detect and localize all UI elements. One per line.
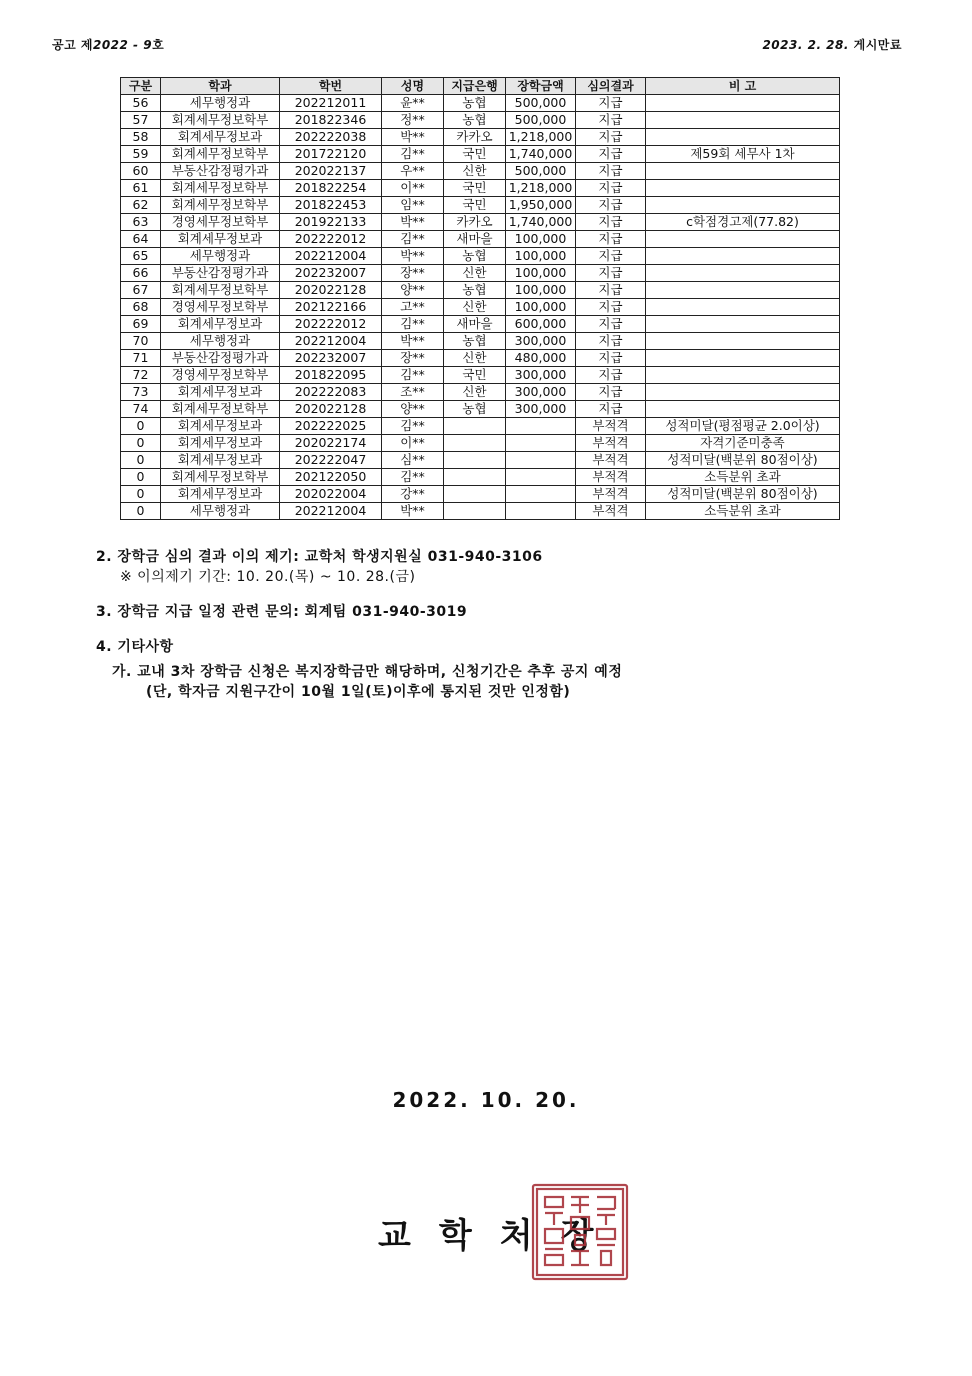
department-cell: 회계세무정보과 <box>161 435 280 452</box>
scholarship-amount-cell <box>506 418 576 435</box>
remarks-cell: c학점경고제(77.82) <box>646 214 840 231</box>
student-name-cell: 박** <box>382 129 444 146</box>
bank-cell <box>444 503 506 520</box>
department-cell: 회계세무정보과 <box>161 316 280 333</box>
row-number-cell: 73 <box>121 384 161 401</box>
table-row <box>121 197 840 214</box>
row-number-cell: 0 <box>121 503 161 520</box>
remarks-cell <box>646 350 840 367</box>
row-number-cell: 58 <box>121 129 161 146</box>
bank-cell: 농협 <box>444 401 506 418</box>
department-cell: 회계세무정보학부 <box>161 469 280 486</box>
bank-cell: 농협 <box>444 282 506 299</box>
scholarship-amount-cell: 100,000 <box>506 248 576 265</box>
column-header: 심의결과 <box>576 78 646 95</box>
table-row <box>121 299 840 316</box>
review-result-cell: 지급 <box>576 384 646 401</box>
student-name-cell: 심** <box>382 452 444 469</box>
row-number-cell: 69 <box>121 316 161 333</box>
student-name-cell: 박** <box>382 248 444 265</box>
bank-cell: 국민 <box>444 146 506 163</box>
student-id-cell: 201822095 <box>280 367 382 384</box>
table-row <box>121 418 840 435</box>
review-result-cell: 지급 <box>576 299 646 316</box>
review-result-cell: 지급 <box>576 282 646 299</box>
remarks-cell <box>646 384 840 401</box>
signer-char: 학 <box>438 1216 472 1256</box>
row-number-cell: 70 <box>121 333 161 350</box>
row-number-cell: 57 <box>121 112 161 129</box>
student-id-cell: 202122050 <box>280 469 382 486</box>
table-header-row <box>121 78 840 95</box>
table-row <box>121 214 840 231</box>
row-number-cell: 72 <box>121 367 161 384</box>
student-name-cell: 윤** <box>382 95 444 112</box>
review-result-cell: 지급 <box>576 367 646 384</box>
student-name-cell: 임** <box>382 197 444 214</box>
department-cell: 회계세무정보과 <box>161 418 280 435</box>
scholarship-amount-cell: 1,740,000 <box>506 214 576 231</box>
department-cell: 세무행정과 <box>161 503 280 520</box>
student-id-cell: 202232007 <box>280 350 382 367</box>
signer-char: 처 <box>499 1216 533 1256</box>
remarks-cell <box>646 197 840 214</box>
review-result-cell: 지급 <box>576 231 646 248</box>
student-id-cell: 202122166 <box>280 299 382 316</box>
bank-cell <box>444 435 506 452</box>
scholarship-amount-cell: 1,950,000 <box>506 197 576 214</box>
bank-cell <box>444 469 506 486</box>
bank-cell: 신한 <box>444 299 506 316</box>
remarks-cell <box>646 112 840 129</box>
table-row <box>121 452 840 469</box>
bank-cell: 국민 <box>444 180 506 197</box>
review-result-cell: 부적격 <box>576 418 646 435</box>
bank-cell: 농협 <box>444 248 506 265</box>
student-id-cell: 202022128 <box>280 282 382 299</box>
remarks-cell <box>646 333 840 350</box>
scholarship-amount-cell: 600,000 <box>506 316 576 333</box>
table-row <box>121 248 840 265</box>
section-4-item-a: 가. 교내 3차 장학금 신청은 복지장학금만 해당하며, 신청기간은 추후 공지 예정 <box>112 664 623 680</box>
student-name-cell: 김** <box>382 418 444 435</box>
row-number-cell: 0 <box>121 486 161 503</box>
table-row <box>121 401 840 418</box>
bank-cell: 신한 <box>444 350 506 367</box>
scholarship-amount-cell: 300,000 <box>506 401 576 418</box>
review-result-cell: 부적격 <box>576 503 646 520</box>
student-id-cell: 202022137 <box>280 163 382 180</box>
row-number-cell: 59 <box>121 146 161 163</box>
scholarship-amount-cell: 100,000 <box>506 265 576 282</box>
review-result-cell: 부적격 <box>576 435 646 452</box>
remarks-cell <box>646 367 840 384</box>
department-cell: 세무행정과 <box>161 248 280 265</box>
bank-cell <box>444 452 506 469</box>
scholarship-amount-cell: 1,218,000 <box>506 129 576 146</box>
student-id-cell: 202212011 <box>280 95 382 112</box>
department-cell: 회계세무정보학부 <box>161 282 280 299</box>
department-cell: 세무행정과 <box>161 333 280 350</box>
row-number-cell: 63 <box>121 214 161 231</box>
bank-cell: 새마을 <box>444 316 506 333</box>
review-result-cell: 지급 <box>576 197 646 214</box>
scholarship-amount-cell <box>506 486 576 503</box>
scholarship-amount-cell <box>506 469 576 486</box>
review-result-cell: 지급 <box>576 316 646 333</box>
review-result-cell: 지급 <box>576 146 646 163</box>
bank-cell <box>444 486 506 503</box>
scholarship-amount-cell: 100,000 <box>506 231 576 248</box>
department-cell: 부동산감정평가과 <box>161 163 280 180</box>
student-id-cell: 202022004 <box>280 486 382 503</box>
table-row <box>121 384 840 401</box>
table-row <box>121 486 840 503</box>
row-number-cell: 0 <box>121 435 161 452</box>
column-header: 비 고 <box>646 78 840 95</box>
scholarship-amount-cell: 300,000 <box>506 384 576 401</box>
review-result-cell: 지급 <box>576 95 646 112</box>
remarks-cell <box>646 316 840 333</box>
table-row <box>121 129 840 146</box>
department-cell: 회계세무정보과 <box>161 231 280 248</box>
table-row <box>121 503 840 520</box>
scholarship-amount-cell: 500,000 <box>506 95 576 112</box>
student-name-cell: 박** <box>382 333 444 350</box>
row-number-cell: 0 <box>121 418 161 435</box>
scholarship-amount-cell: 500,000 <box>506 163 576 180</box>
student-id-cell: 202022128 <box>280 401 382 418</box>
student-id-cell: 202212004 <box>280 248 382 265</box>
review-result-cell: 지급 <box>576 112 646 129</box>
student-name-cell: 우** <box>382 163 444 180</box>
section-4-item-a-note: (단, 학자금 지원구간이 10월 1일(토)이후에 통지된 것만 인정함) <box>146 684 571 700</box>
student-id-cell: 202212004 <box>280 503 382 520</box>
column-header: 학과 <box>161 78 280 95</box>
student-id-cell: 201822346 <box>280 112 382 129</box>
section-3-title: 3. 장학금 지급 일정 관련 문의: 회계팀 031-940-3019 <box>96 604 468 620</box>
remarks-cell: 소득분위 초과 <box>646 469 840 486</box>
student-id-cell: 201922133 <box>280 214 382 231</box>
bank-cell: 카카오 <box>444 214 506 231</box>
student-id-cell: 202222012 <box>280 316 382 333</box>
student-name-cell: 장** <box>382 350 444 367</box>
scholarship-result-table <box>120 77 840 520</box>
department-cell: 경영세무정보학부 <box>161 299 280 316</box>
student-id-cell: 202212004 <box>280 333 382 350</box>
student-id-cell: 202222047 <box>280 452 382 469</box>
post-end-date: 2023. 2. 28. 게시만료 <box>762 38 902 52</box>
row-number-cell: 68 <box>121 299 161 316</box>
review-result-cell: 지급 <box>576 163 646 180</box>
table-row <box>121 333 840 350</box>
student-id-cell: 202222025 <box>280 418 382 435</box>
review-result-cell: 지급 <box>576 401 646 418</box>
department-cell: 세무행정과 <box>161 95 280 112</box>
scholarship-amount-cell: 300,000 <box>506 367 576 384</box>
table-row <box>121 367 840 384</box>
column-header: 지급은행 <box>444 78 506 95</box>
remarks-cell: 성적미달(평점평균 2.0이상) <box>646 418 840 435</box>
notice-number: 공고 제2022 - 9호 <box>52 38 165 52</box>
department-cell: 회계세무정보학부 <box>161 401 280 418</box>
bank-cell: 신한 <box>444 265 506 282</box>
department-cell: 회계세무정보과 <box>161 452 280 469</box>
department-cell: 회계세무정보과 <box>161 384 280 401</box>
row-number-cell: 61 <box>121 180 161 197</box>
bank-cell: 국민 <box>444 367 506 384</box>
bank-cell: 카카오 <box>444 129 506 146</box>
remarks-cell <box>646 129 840 146</box>
table-row <box>121 112 840 129</box>
row-number-cell: 56 <box>121 95 161 112</box>
remarks-cell: 소득분위 초과 <box>646 503 840 520</box>
student-name-cell: 김** <box>382 231 444 248</box>
signer-char: 교 <box>378 1216 411 1256</box>
remarks-cell: 제59회 세무사 1차 <box>646 146 840 163</box>
official-seal-icon <box>531 1183 629 1281</box>
bank-cell: 농협 <box>444 95 506 112</box>
review-result-cell: 부적격 <box>576 469 646 486</box>
remarks-cell <box>646 299 840 316</box>
scholarship-amount-cell <box>506 452 576 469</box>
remarks-cell <box>646 95 840 112</box>
review-result-cell: 부적격 <box>576 486 646 503</box>
table-row <box>121 95 840 112</box>
bank-cell: 신한 <box>444 384 506 401</box>
student-id-cell: 201822254 <box>280 180 382 197</box>
student-id-cell: 202222012 <box>280 231 382 248</box>
scholarship-amount-cell <box>506 503 576 520</box>
review-result-cell: 지급 <box>576 248 646 265</box>
department-cell: 회계세무정보학부 <box>161 146 280 163</box>
department-cell: 회계세무정보과 <box>161 129 280 146</box>
table-row <box>121 163 840 180</box>
row-number-cell: 60 <box>121 163 161 180</box>
department-cell: 경영세무정보학부 <box>161 214 280 231</box>
department-cell: 경영세무정보학부 <box>161 367 280 384</box>
row-number-cell: 66 <box>121 265 161 282</box>
remarks-cell: 자격기준미충족 <box>646 435 840 452</box>
student-name-cell: 조** <box>382 384 444 401</box>
remarks-cell <box>646 163 840 180</box>
table-row <box>121 265 840 282</box>
department-cell: 부동산감정평가과 <box>161 265 280 282</box>
table-body <box>121 95 840 520</box>
review-result-cell: 지급 <box>576 214 646 231</box>
remarks-cell <box>646 265 840 282</box>
issue-date: 2022. 10. 20. <box>392 1088 580 1112</box>
department-cell: 회계세무정보학부 <box>161 112 280 129</box>
table-row <box>121 180 840 197</box>
bank-cell: 농협 <box>444 333 506 350</box>
review-result-cell: 지급 <box>576 265 646 282</box>
column-header: 학번 <box>280 78 382 95</box>
student-name-cell: 양** <box>382 282 444 299</box>
student-name-cell: 이** <box>382 180 444 197</box>
column-header: 구분 <box>121 78 161 95</box>
signer-char: 장 <box>560 1216 594 1256</box>
scholarship-amount-cell: 100,000 <box>506 282 576 299</box>
bank-cell: 새마을 <box>444 231 506 248</box>
department-cell: 회계세무정보과 <box>161 486 280 503</box>
student-name-cell: 김** <box>382 469 444 486</box>
bank-cell: 농협 <box>444 112 506 129</box>
table-row <box>121 282 840 299</box>
department-cell: 부동산감정평가과 <box>161 350 280 367</box>
column-header: 장학금액 <box>506 78 576 95</box>
remarks-cell: 성적미달(백분위 80점이상) <box>646 486 840 503</box>
row-number-cell: 0 <box>121 452 161 469</box>
bank-cell <box>444 418 506 435</box>
student-id-cell: 202022174 <box>280 435 382 452</box>
section-4-title: 4. 기타사항 <box>96 639 174 655</box>
row-number-cell: 64 <box>121 231 161 248</box>
remarks-cell <box>646 231 840 248</box>
department-cell: 회계세무정보학부 <box>161 197 280 214</box>
student-id-cell: 201722120 <box>280 146 382 163</box>
remarks-cell <box>646 282 840 299</box>
scholarship-amount-cell <box>506 435 576 452</box>
row-number-cell: 71 <box>121 350 161 367</box>
table-row <box>121 435 840 452</box>
row-number-cell: 74 <box>121 401 161 418</box>
student-name-cell: 김** <box>382 367 444 384</box>
remarks-cell <box>646 248 840 265</box>
student-name-cell: 고** <box>382 299 444 316</box>
scholarship-amount-cell: 300,000 <box>506 333 576 350</box>
remarks-cell <box>646 401 840 418</box>
student-id-cell: 202222038 <box>280 129 382 146</box>
table-row <box>121 146 840 163</box>
student-name-cell: 양** <box>382 401 444 418</box>
row-number-cell: 67 <box>121 282 161 299</box>
scholarship-amount-cell: 1,218,000 <box>506 180 576 197</box>
remarks-cell <box>646 180 840 197</box>
row-number-cell: 65 <box>121 248 161 265</box>
table-row <box>121 469 840 486</box>
table-row <box>121 316 840 333</box>
student-id-cell: 201822453 <box>280 197 382 214</box>
student-id-cell: 202232007 <box>280 265 382 282</box>
review-result-cell: 부적격 <box>576 452 646 469</box>
student-name-cell: 김** <box>382 316 444 333</box>
row-number-cell: 62 <box>121 197 161 214</box>
remarks-cell: 성적미달(백분위 80점이상) <box>646 452 840 469</box>
review-result-cell: 지급 <box>576 350 646 367</box>
student-name-cell: 정** <box>382 112 444 129</box>
student-name-cell: 이** <box>382 435 444 452</box>
student-name-cell: 박** <box>382 214 444 231</box>
bank-cell: 국민 <box>444 197 506 214</box>
column-header: 성명 <box>382 78 444 95</box>
bank-cell: 신한 <box>444 163 506 180</box>
review-result-cell: 지급 <box>576 333 646 350</box>
student-name-cell: 강** <box>382 486 444 503</box>
section-2-title: 2. 장학금 심의 결과 이의 제기: 교학처 학생지원실 031-940-3106 <box>96 549 543 565</box>
table-row <box>121 231 840 248</box>
student-id-cell: 202222083 <box>280 384 382 401</box>
review-result-cell: 지급 <box>576 129 646 146</box>
student-name-cell: 박** <box>382 503 444 520</box>
row-number-cell: 0 <box>121 469 161 486</box>
scholarship-amount-cell: 500,000 <box>506 112 576 129</box>
section-2-note: ※ 이의제기 기간: 10. 20.(목) ~ 10. 28.(금) <box>120 569 416 585</box>
department-cell: 회계세무정보학부 <box>161 180 280 197</box>
student-name-cell: 김** <box>382 146 444 163</box>
table-row <box>121 350 840 367</box>
scholarship-amount-cell: 480,000 <box>506 350 576 367</box>
student-name-cell: 장** <box>382 265 444 282</box>
scholarship-amount-cell: 100,000 <box>506 299 576 316</box>
scholarship-amount-cell: 1,740,000 <box>506 146 576 163</box>
review-result-cell: 지급 <box>576 180 646 197</box>
